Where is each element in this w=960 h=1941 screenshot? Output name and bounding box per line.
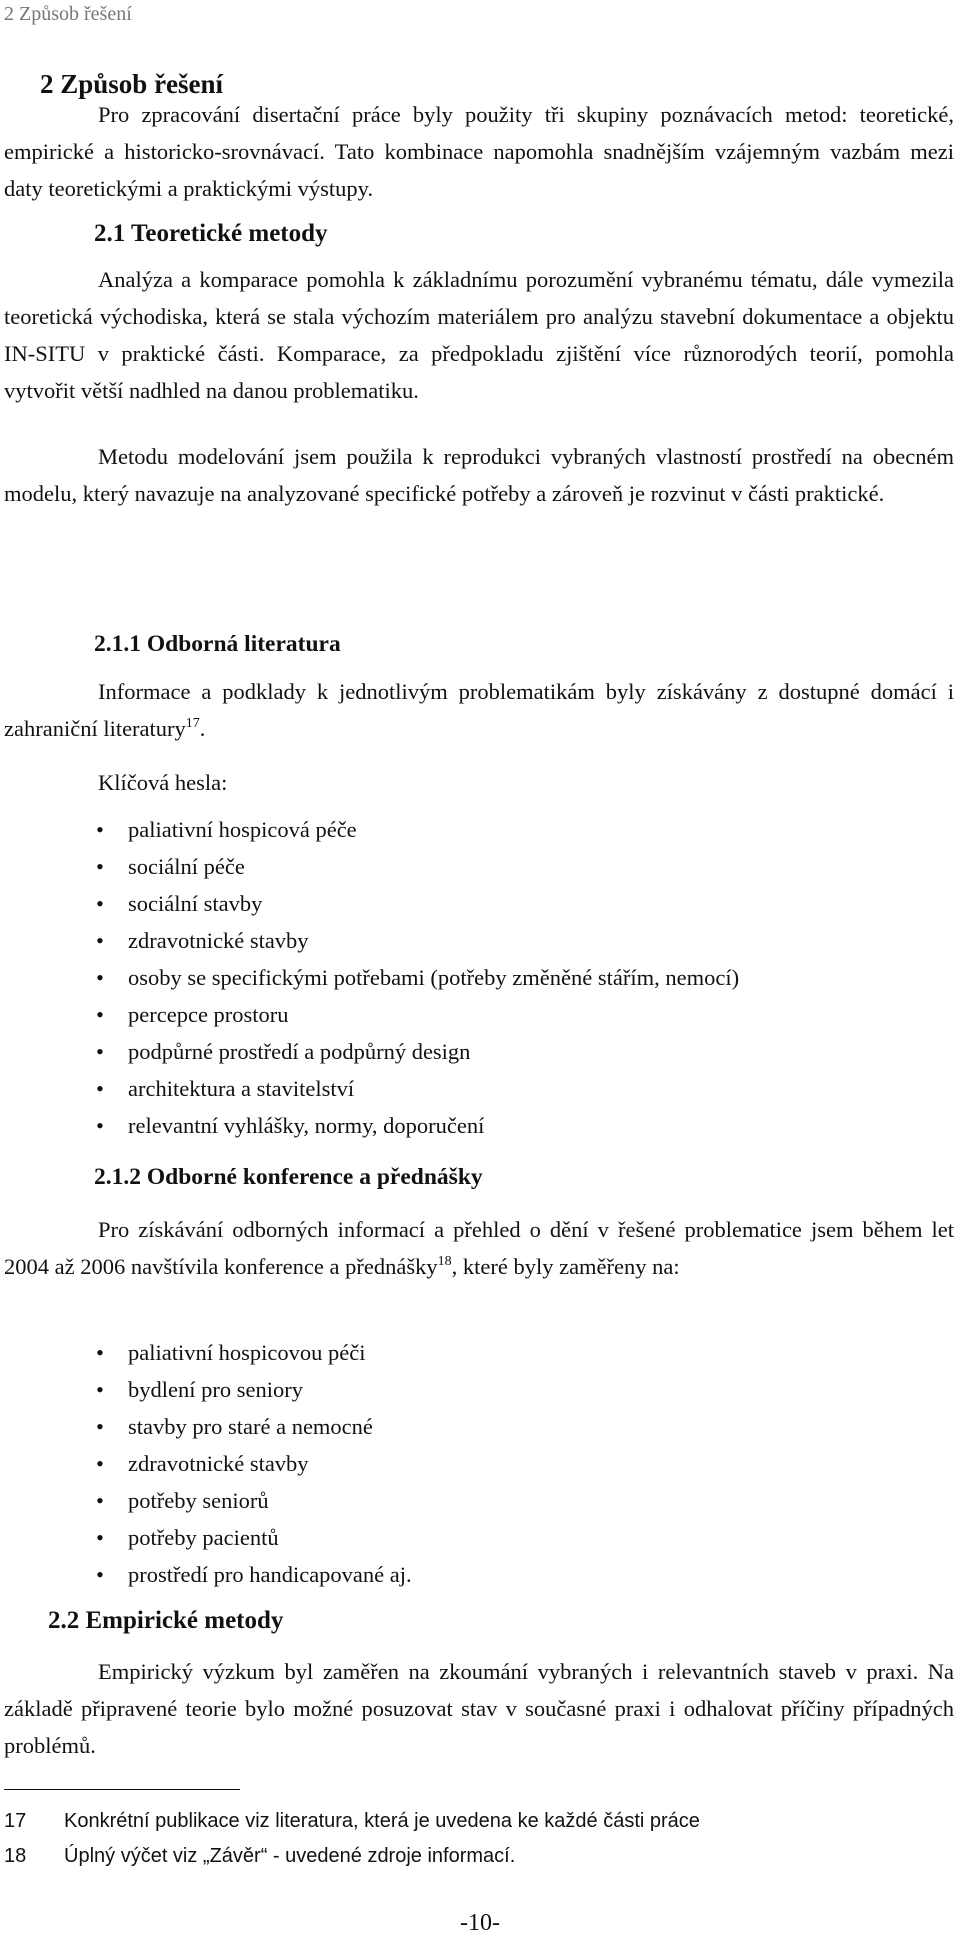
list-item: • relevantní vyhlášky, normy, doporučení: [96, 1107, 739, 1144]
topics-list: [96, 1334, 412, 1593]
list-item: • potřeby seniorů: [96, 1482, 412, 1519]
section-2-2-title: 2.2 Empirické metody: [48, 1607, 284, 1634]
section-2-1-2-title: 2.1.2 Odborné konference a přednášky: [94, 1164, 483, 1190]
list-item: • stavby pro staré a nemocné: [96, 1408, 412, 1445]
section-2-1-1-paragraph: [4, 673, 954, 747]
footnote-text: Konkrétní publikace viz literatura, která je uvedena ke každé části práce: [64, 1810, 700, 1832]
footnote-17: [4, 1808, 700, 1834]
list-item: • podpůrné prostředí a podpůrný design: [96, 1033, 739, 1070]
list-item: • architektura a stavitelství: [96, 1070, 739, 1107]
list-item: • zdravotnické stavby: [96, 1445, 412, 1482]
list-item: • osoby se specifickými potřebami (potřeby změněné stářím, nemocí): [96, 959, 739, 996]
footnote-18: [4, 1843, 515, 1869]
footnote-number: 18: [4, 1845, 27, 1867]
chapter-title: 2 Způsob řešení: [40, 69, 224, 99]
list-item: • sociální stavby: [96, 885, 739, 922]
footnote-text: Úplný výčet viz „Závěr“ - uvedené zdroje informací.: [64, 1845, 516, 1867]
page-number: -10-: [460, 1910, 500, 1936]
list-item: • percepce prostoru: [96, 996, 739, 1033]
section-2-1-paragraph-1: Analýza a komparace pomohla k základnímu porozumění vybranému tématu, dále vymezila teoretická východiska, která se stala výchozím materiálem pro analýzu stavební dokumentace a objektu IN-SITU v praktické části. Komparace, za předpokladu zjištění více různorodých teorií, pomohla vytvořit větší nadhled na danou problematiku.: [4, 267, 954, 403]
section-2-1-1-paragraph-text: Informace a podklady k jednotlivým problematikám byly získávány z dostupné domácí i zahraniční literatury: [4, 679, 954, 741]
list-item: • paliativní hospicovou péči: [96, 1334, 412, 1371]
section-2-2-paragraph: Empirický výzkum byl zaměřen na zkoumání vybraných i relevantních staveb v praxi. Na základě připravené teorie bylo možné posuzovat stav v současné praxi i odhalovat příčiny případných problémů.: [4, 1659, 954, 1758]
keywords-label: Klíčová hesla:: [98, 770, 228, 795]
section-2-1-title: 2.1 Teoretické metody: [94, 220, 328, 247]
section-2-1-paragraph-2: Metodu modelování jsem použila k reprodukci vybraných vlastností prostředí na obecném modelu, který navazuje na analyzované specifické potřeby a zároveň je rozvinut v části praktické.: [4, 444, 954, 506]
section-2-1-1-title: 2.1.1 Odborná literatura: [94, 631, 341, 657]
list-item: • paliativní hospicová péče: [96, 811, 739, 848]
section-2-1-1-paragraph-end: .: [199, 716, 206, 741]
footnote-ref-17[interactable]: 17: [185, 716, 200, 731]
list-item: • prostředí pro handicapované aj.: [96, 1556, 412, 1593]
running-header: 2 Způsob řešení: [4, 3, 132, 25]
footnote-ref-18[interactable]: 18: [437, 1254, 452, 1269]
keywords-list: [96, 811, 739, 1144]
list-item: • zdravotnické stavby: [96, 922, 739, 959]
list-item: • sociální péče: [96, 848, 739, 885]
footnote-separator: [4, 1789, 240, 1790]
list-item: • potřeby pacientů: [96, 1519, 412, 1556]
section-2-1-2-paragraph-end: , které byly zaměřeny na:: [451, 1254, 680, 1279]
section-2-1-2-paragraph-text: Pro získávání odborných informací a přehled o dění v řešené problematice jsem během let 2004 až 2006 navštívila konference a přednášky: [4, 1217, 954, 1279]
section-2-1-2-paragraph: [4, 1211, 954, 1285]
footnote-number: 17: [4, 1810, 27, 1832]
list-item: • bydlení pro seniory: [96, 1371, 412, 1408]
intro-paragraph: Pro zpracování disertační práce byly použity tři skupiny poznávacích metod: teoretické, empirické a historicko-srovnávací. Tato kombinace napomohla snadnějším vzájemným vazbám mezi daty teoretickými a praktickými výstupy.: [4, 102, 954, 201]
